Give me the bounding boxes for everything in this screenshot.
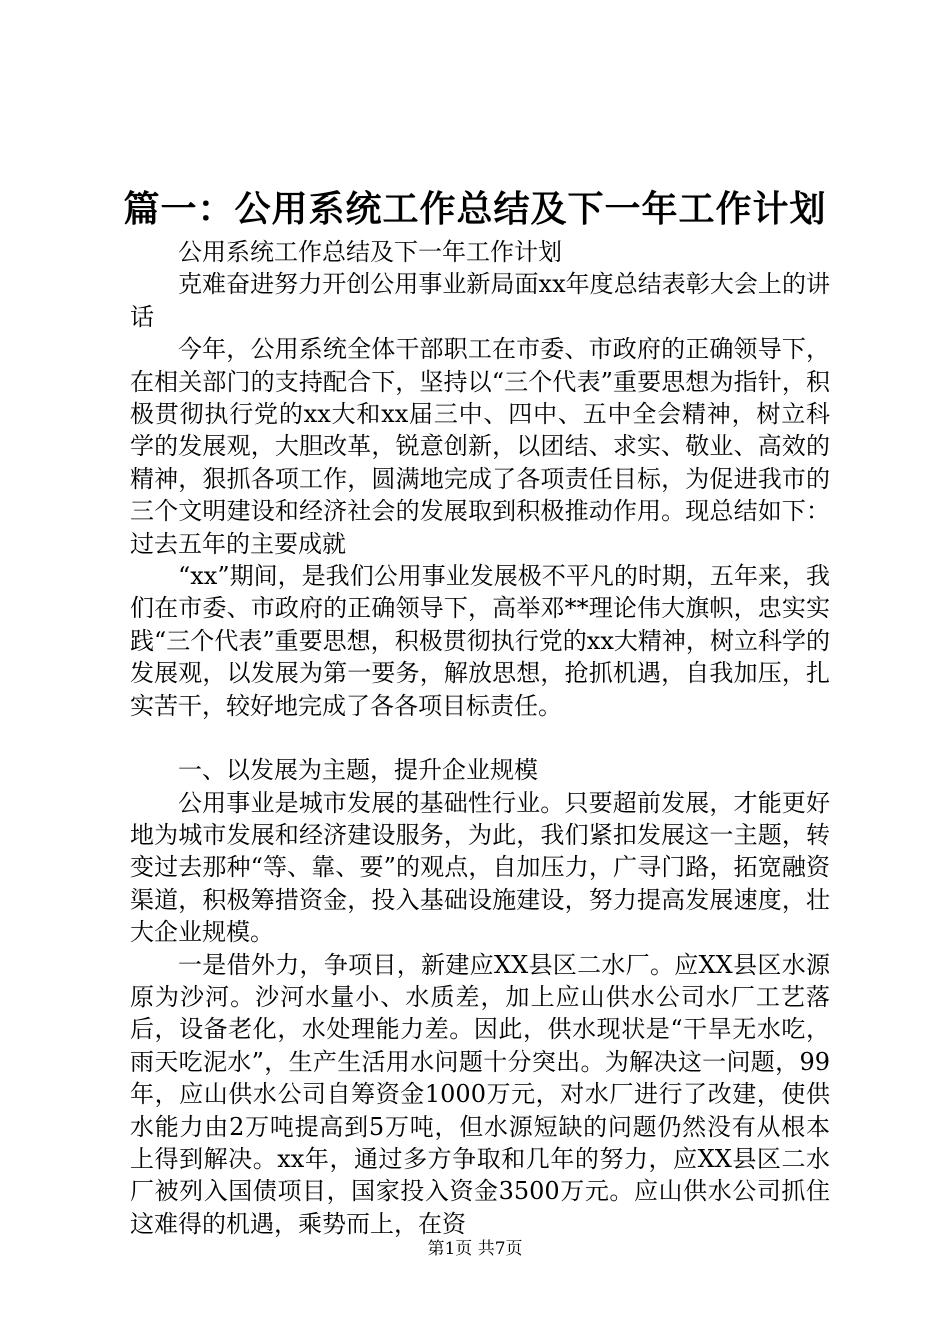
speech-title-paragraph: 克难奋进努力开创公用事业新局面xx年度总结表彰大会上的讲话 — [130, 270, 830, 331]
section-heading: 一、以发展为主题，提升企业规模 — [178, 756, 538, 785]
body-paragraph: 今年，公用系统全体干部职工在市委、市政府的正确领导下，在相关部门的支持配合下，坚持以“三个代表”重要思想为指针，积极贯彻执行党的xx大和xx届三中、四中、五中全会精神，树立科学的发展观，大胆改革，锐意创新，以团结、求实、敬业、高效的精神，狠抓各项工作，圆满地完成了各项责任目标，为促进我市的三个文明建设和经济社会的发展取到积极推动作用。现总结如下：过去五年的主要成就 — [130, 335, 830, 558]
body-paragraph: 公用事业是城市发展的基础性行业。只要超前发展，才能更好地为城市发展和经济建设服务，为此，我们紧扣发展这一主题，转变过去那种“等、靠、要”的观点，自加压力，广寻门路，拓宽融资渠道，积极筹措资金，投入基础设施建设，努力提高发展速度，壮大企业规模。 — [130, 788, 830, 947]
document-body — [130, 236, 830, 1240]
document-title: 篇一：公用系统工作总结及下一年工作计划 — [123, 188, 827, 230]
body-paragraph: 一是借外力，争项目，新建应XX县区二水厂。应XX县区水源原为沙河。沙河水量小、水质差，加上应山供水公司水厂工艺落后，设备老化，水处理能力差。因此，供水现状是“干旱无水吃，雨天吃泥水”，生产生活用水问题十分突出。为解决这一问题，99年，应山供水公司自筹资金1000万元，对水厂进行了改建，使供水能力由2万吨提高到5万吨，但水源短缺的问题仍然没有从根本上得到解决。xx年，通过多方争取和几年的努力，应XX县区二水厂被列入国债项目，国家投入资金3500万元。应山供水公司抓住这难得的机遇，乘势而上，在资 — [130, 950, 830, 1238]
page-number-footer: 第1页 共7页 — [427, 1239, 523, 1259]
body-paragraph: “xx”期间，是我们公用事业发展极不平凡的时期，五年来，我们在市委、市政府的正确领导下，高举邓**理论伟大旗帜，忠实实践“三个代表”重要思想，积极贯彻执行党的xx大精神，树立科学的发展观，以发展为第一要务，解放思想，抢抓机遇，自我加压，扎实苦干，较好地完成了各各项目标责任。 — [130, 562, 830, 720]
subtitle-paragraph: 公用系统工作总结及下一年工作计划 — [178, 238, 562, 266]
